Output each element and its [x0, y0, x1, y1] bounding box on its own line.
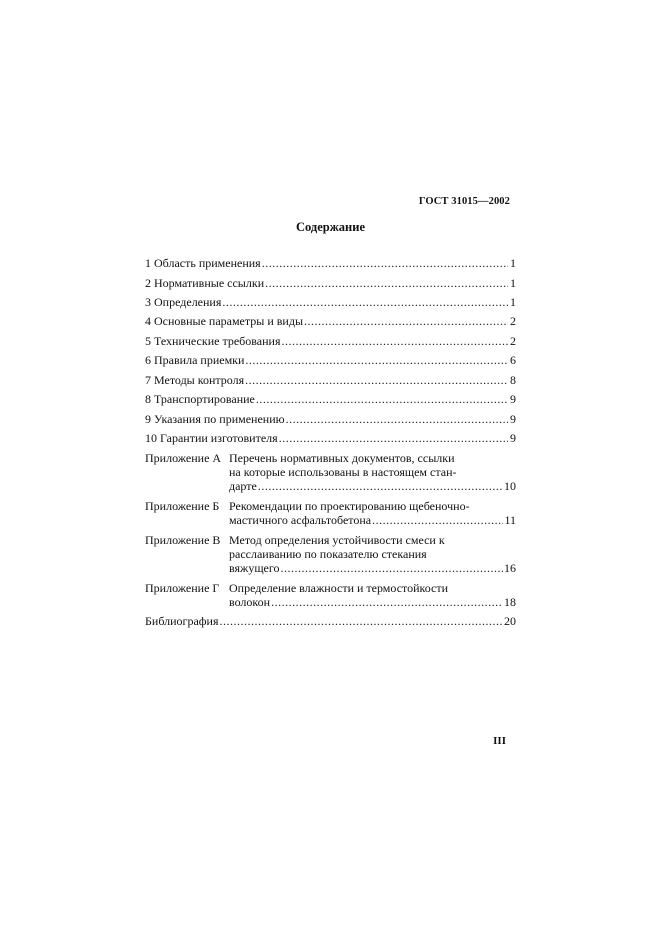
appendix-title [229, 533, 516, 575]
leader-dots [372, 513, 503, 527]
toc-entry-page: 18 [504, 595, 516, 609]
toc-entry-label: 4 Основные параметры и виды [145, 314, 304, 328]
toc-entry-page: 1 [510, 295, 516, 309]
appendix-label: Приложение Г [145, 581, 220, 595]
appendix-title-line: расслаиванию по показателю стекания [229, 547, 427, 561]
toc-entry-label: 10 Гарантии изготовителя [145, 431, 278, 445]
leader-dots [279, 431, 508, 445]
toc-entry-page: 11 [504, 513, 516, 527]
appendix-title-end: волокон [229, 595, 271, 609]
appendix-label: Приложение А [145, 451, 222, 465]
appendix-title-end: дарте [229, 479, 257, 493]
toc-entry[interactable] [145, 353, 516, 367]
toc-entry-page: 2 [510, 334, 516, 348]
appendix-title [229, 499, 516, 527]
leader-dots [304, 314, 508, 328]
toc-entry-label: 9 Указания по применению [145, 412, 285, 426]
leader-dots [281, 334, 508, 348]
toc-entry-label: 3 Определения [145, 295, 222, 309]
toc-entry-page: 9 [510, 431, 516, 445]
leader-dots [220, 614, 504, 628]
leader-dots [262, 256, 508, 270]
appendix-label: Приложение Б [145, 499, 220, 513]
appendix-title-last-line [229, 479, 516, 493]
toc-entry-label: 8 Транспортирование [145, 392, 255, 406]
page-title: Содержание [295, 220, 365, 234]
toc-entry-label: 1 Область применения [145, 256, 261, 270]
leader-dots [256, 392, 508, 406]
toc-entry[interactable] [145, 256, 516, 270]
standard-number: ГОСТ 31015—2002 [418, 196, 510, 207]
toc-entry-page: 1 [510, 256, 516, 270]
toc-entry-page: 2 [510, 314, 516, 328]
toc-entry-label: 6 Правила приемки [145, 353, 245, 367]
toc-entry-page: 9 [510, 392, 516, 406]
toc-entry[interactable] [145, 314, 516, 328]
toc-entry-page: 9 [510, 412, 516, 426]
appendix-title-end: мастичного асфальтобетона [229, 513, 372, 527]
toc-entry[interactable] [145, 295, 516, 309]
leader-dots [265, 276, 508, 290]
toc-entry[interactable] [145, 276, 516, 290]
leader-dots [222, 295, 508, 309]
appendix-title-line: Перечень нормативных документов, ссылки [229, 451, 455, 465]
appendix-title-end: вяжущего [229, 561, 280, 575]
toc-entry-label: 7 Методы контроля [145, 373, 245, 387]
leader-dots [245, 373, 508, 387]
appendix-label: Приложение В [145, 533, 221, 547]
leader-dots [281, 561, 503, 575]
toc-entry[interactable] [145, 412, 516, 426]
leader-dots [286, 412, 508, 426]
leader-dots [258, 479, 503, 493]
leader-dots [245, 353, 508, 367]
toc-entry-page: 20 [504, 614, 516, 628]
toc-entry-label: Библиография [145, 614, 219, 628]
toc-entry[interactable] [145, 431, 516, 445]
toc-entry-page: 10 [504, 479, 516, 493]
appendix-title [229, 451, 516, 493]
appendix-title-line: на которые использованы в настоящем стан- [229, 465, 457, 479]
page-number: III [493, 735, 506, 747]
leader-dots [271, 595, 503, 609]
toc-entry[interactable] [145, 392, 516, 406]
toc-entry-label: 2 Нормативные ссылки [145, 276, 265, 290]
toc-entry[interactable] [145, 334, 516, 348]
toc-entry-page: 8 [510, 373, 516, 387]
toc-entry-page: 1 [510, 276, 516, 290]
toc-entry[interactable] [145, 373, 516, 387]
toc-entry-page: 16 [504, 561, 516, 575]
appendix-title-line: Определение влажности и термостойкости [229, 581, 449, 595]
toc-entry-page: 6 [510, 353, 516, 367]
appendix-title-line: Метод определения устойчивости смеси к [229, 533, 445, 547]
toc-entry-bibliography[interactable] [145, 614, 516, 628]
appendix-title-last-line [229, 513, 516, 527]
appendix-title-last-line [229, 561, 516, 575]
toc-entry-label: 5 Технические требования [145, 334, 281, 348]
appendix-title-line: Рекомендации по проектированию щебеночно- [229, 499, 470, 513]
appendix-title-last-line [229, 595, 516, 609]
appendix-title [229, 581, 516, 609]
